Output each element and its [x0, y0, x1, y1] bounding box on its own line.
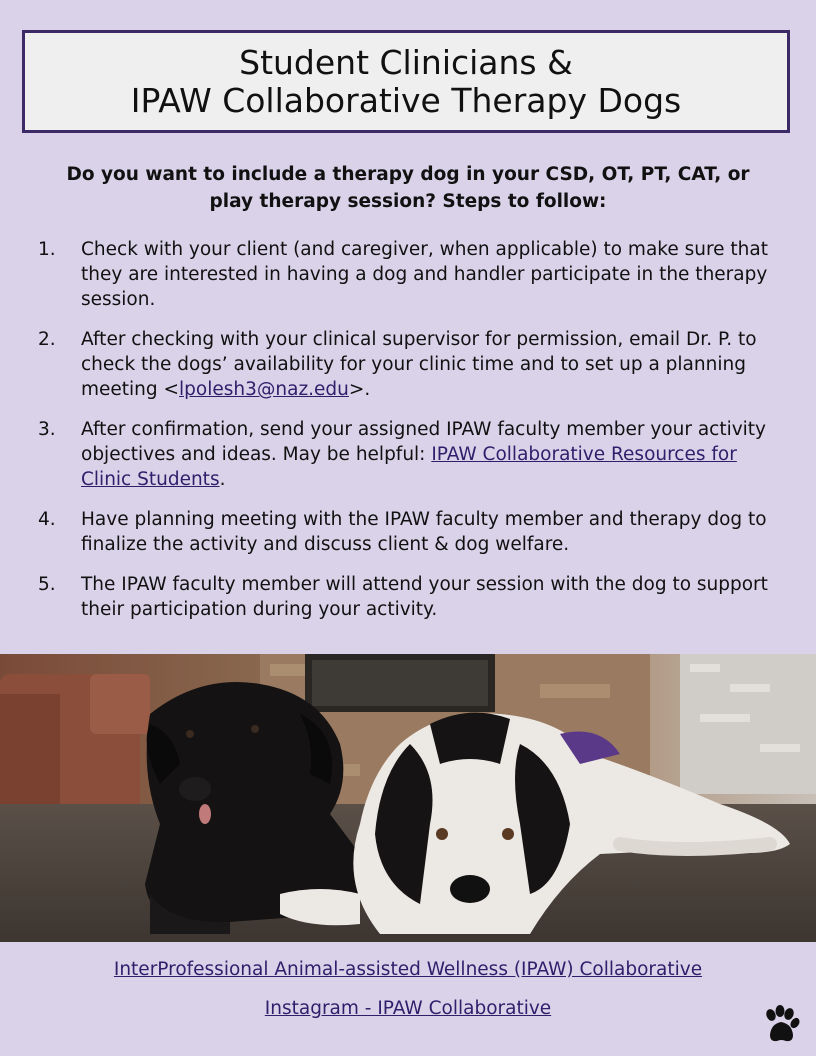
step-text: The IPAW faculty member will attend your session with the dog to support their participation during your activity.: [81, 574, 768, 620]
therapy-dogs-photo: [0, 654, 816, 942]
step-number: 1.: [38, 239, 56, 260]
step-text: After confirmation, send your assigned IPAW faculty member your activity objectives and ideas. May be helpful:: [81, 419, 767, 465]
step-text: Check with your client (and caregiver, when applicable) to make sure that they are interested in having a dog and handler participate in the therapy session.: [81, 239, 769, 310]
intro-line-2: play therapy session? Steps to follow:: [209, 191, 607, 212]
paw-print-icon: [760, 1004, 802, 1046]
step-text-end: .: [219, 469, 226, 490]
step-number: 2.: [38, 329, 56, 350]
resources-link[interactable]: IPAW Collaborative Resources for Clinic Students: [81, 444, 737, 490]
step-number: 3.: [38, 419, 56, 440]
ipaw-collaborative-link[interactable]: InterProfessional Animal-assisted Wellness (IPAW) Collaborative: [113, 959, 703, 980]
step-item: [38, 237, 778, 312]
page-title-line-2: IPAW Collaborative Therapy Dogs: [130, 80, 682, 120]
intro-question: [30, 161, 786, 215]
step-item: [38, 572, 778, 622]
intro-line-1: Do you want to include a therapy dog in your CSD, OT, PT, CAT, or: [66, 164, 750, 185]
instagram-link[interactable]: Instagram - IPAW Collaborative: [264, 998, 552, 1019]
page-title-line-1: Student Clinicians &: [239, 42, 573, 82]
step-item: [38, 507, 778, 557]
steps-list: [38, 237, 778, 637]
step-text-end: >.: [348, 379, 371, 400]
step-number: 4.: [38, 509, 56, 530]
title-box: [22, 30, 790, 133]
step-text: Have planning meeting with the IPAW faculty member and therapy dog to finalize the activity and discuss client & dog welfare.: [81, 509, 767, 555]
step-number: 5.: [38, 574, 56, 595]
step-item: [38, 417, 778, 492]
step-item: [38, 327, 778, 402]
step-text: After checking with your clinical supervisor for permission, email Dr. P. to check the dogs’ availability for your clinic time and to set up a planning meeting <: [81, 329, 757, 400]
email-link[interactable]: lpolesh3@naz.edu: [179, 379, 349, 400]
